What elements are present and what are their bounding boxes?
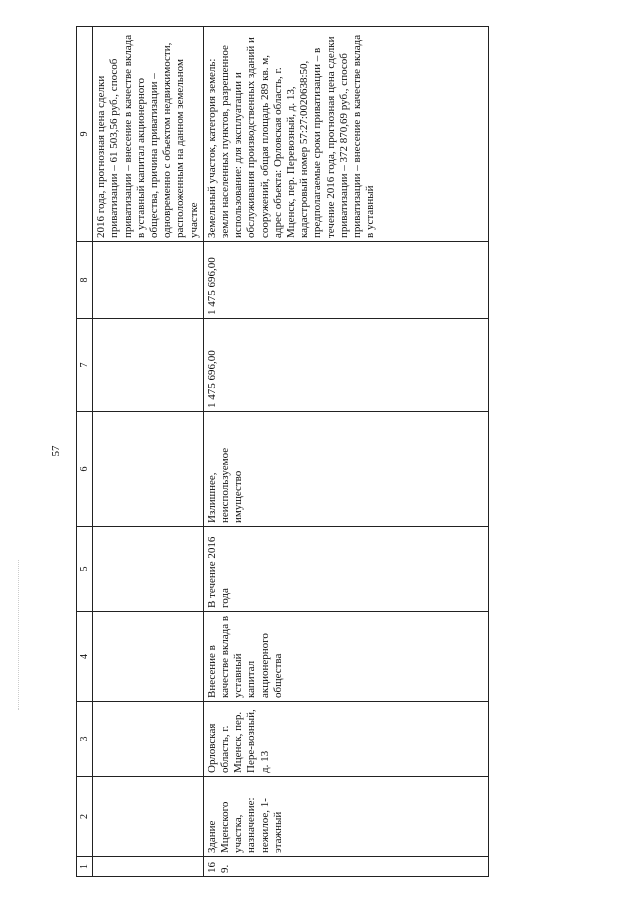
table-cell: В течение 2016 года [203,527,488,612]
table-cell [93,777,204,857]
table-cell [93,702,204,777]
table-cell [93,857,204,877]
col-header: 2 [77,777,93,857]
table-cell: 169. [203,857,488,877]
column-number-row [77,27,93,877]
table-cell: Орловская область, г. Мценск, пер. Пере-возный, д. 13 [203,702,488,777]
page-number: 57 [50,445,62,457]
table-cell [93,242,204,319]
table-cell [93,319,204,412]
table-cell [93,527,204,612]
table-cell: Излишнее, неиспользуемое имущество [203,412,488,527]
table-cell: Внесение в качестве вклада в уставный капитал акционерного общества [203,612,488,702]
table-cell: Земельный участок, категория земель: земли населенных пунктов, разрешенное использование: для эксплуатации и обслуживания производственных зданий и сооружений, общая площадь 289 кв. м, адрес объекта: Орловская область, г. Мценск, пер. Перевозный, д. 13, кадастровый номер 57:27:0020638:50, предполагаемые сроки приватизации – в течение 2016 года, прогнозная цена сделки приватизации – 372 870,69 руб., способ приватизации – внесение в качестве вклада в уставный [203,27,488,242]
table-cell: Здание Мценского участка, назначение: нежилое, 1-этажный [203,777,488,857]
col-header: 7 [77,319,93,412]
table-row [93,27,204,877]
col-header: 1 [77,857,93,877]
col-header: 4 [77,612,93,702]
scan-artifact-line [18,560,19,710]
col-header: 9 [77,27,93,242]
table-row [203,27,488,877]
table-cell: 1 475 696,00 [203,319,488,412]
table-cell: 2016 года, прогнозная цена сделки приватизации – 61 503,56 руб., способ приватизации – внесение в качестве вклада в уставный капитал акционерного общества, причина приватизации – одновременно с объектом недвижимости, расположенным на данном земельном участке [93,27,204,242]
col-header: 6 [77,412,93,527]
col-header: 8 [77,242,93,319]
table-cell: 1 475 696,00 [203,242,488,319]
privatization-table [76,26,489,877]
col-header: 3 [77,702,93,777]
table-cell [93,612,204,702]
table-cell [93,412,204,527]
col-header: 5 [77,527,93,612]
